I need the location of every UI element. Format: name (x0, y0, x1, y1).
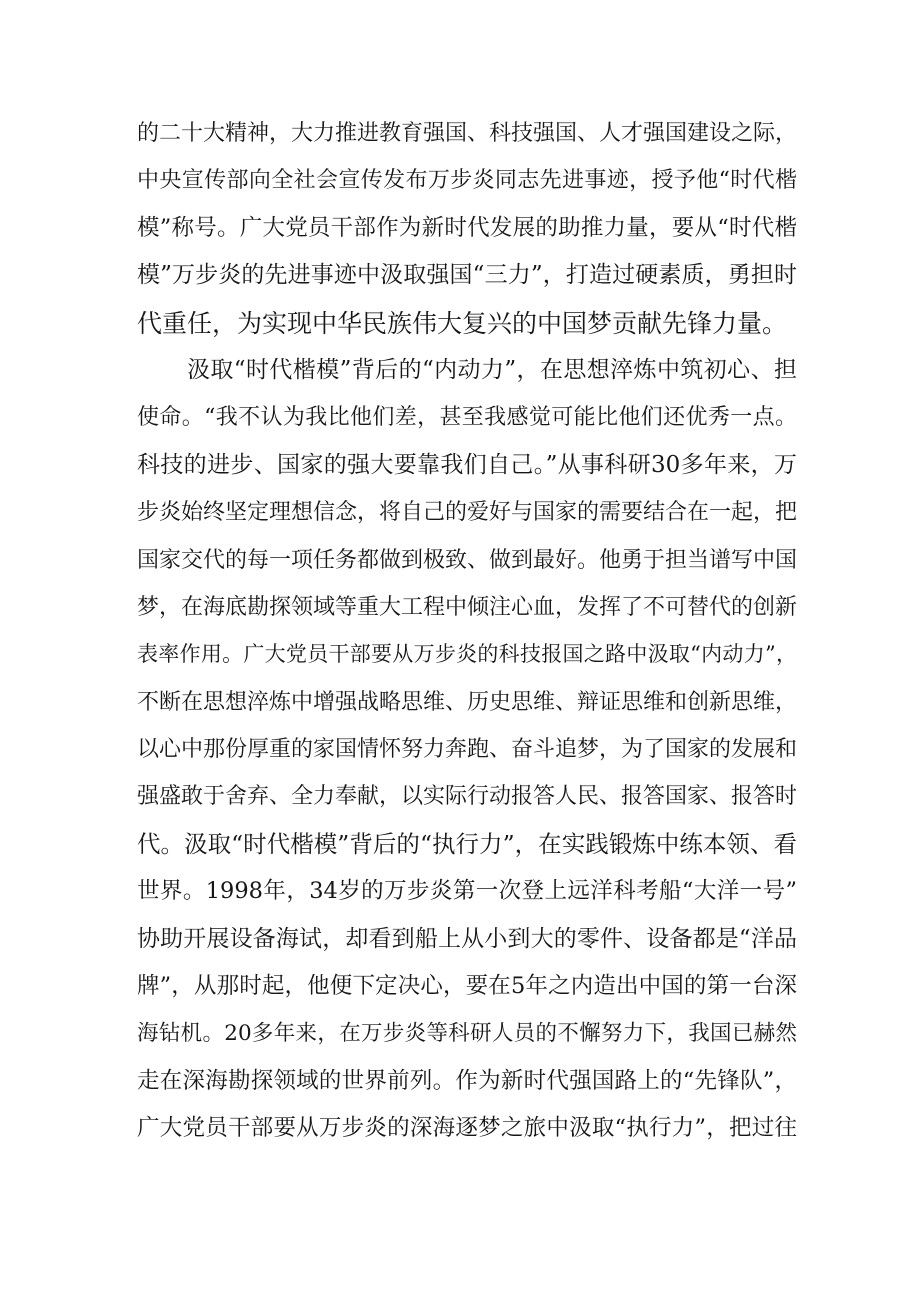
text-line: 国家交代的每一项任务都做到极致、做到最好。他勇于担当谱写中国 (137, 547, 798, 573)
text-line: 科技的进步、国家的强大要靠我们自己。”从事科研30多年来，万 (137, 451, 797, 478)
text-line: 梦，在海底勘探领域等重大工程中倾注心血，发挥了不可替代的创新 (137, 594, 798, 620)
text-line: 中央宣传部向全社会宣传发布万步炎同志先进事迹，授予他“时代楷 (137, 168, 797, 194)
text-line: 模”万步炎的先进事迹中汲取强国“三力”，打造过硬素质，勇担时 (137, 262, 797, 289)
text-line: 牌”，从那时起，他便下定决心，要在5年之内造出中国的第一台深 (137, 973, 797, 1000)
text-line: 代。汲取“时代楷模”背后的“执行力”，在实践锻炼中练本领、看 (137, 829, 797, 858)
text-line: 广大党员干部要从万步炎的深海逐梦之旅中汲取“执行力”，把过往 (137, 1115, 797, 1142)
text-line: 协助开展设备海试，却看到船上从小到大的零件、设备都是“洋品 (137, 925, 797, 952)
text-line: 的二十大精神，大力推进教育强国、科技强国、人才强国建设之际， (137, 121, 798, 146)
text-line: 使命。“我不认为我比他们差，甚至我感觉可能比他们还优秀一点。 (137, 405, 797, 431)
text-line: 代重任，为实现中华民族伟大复兴的中国梦贡献先锋力量。 (137, 308, 788, 338)
text-line: 表率作用。广大党员干部要从万步炎的科技报国之路中汲取“内动力”， (137, 642, 797, 667)
text-line: 不断在思想淬炼中增强战略思维、历史思维、辩证思维和创新思维， (137, 689, 798, 715)
text-line: 步炎始终坚定理想信念，将自己的爱好与国家的需要结合在一起，把 (137, 500, 798, 526)
paragraph-first-line: 汲取“时代楷模”背后的“内动力”，在思想淬炼中筑初心、担 (187, 356, 797, 383)
text-line: 世界。1998年，34岁的万步炎第一次登上远洋科考船“大洋一号” (137, 878, 797, 905)
text-line: 强盛敢于舍弃、全力奉献，以实际行动报答人民、报答国家、报答时 (137, 784, 798, 810)
text-line: 模”称号。广大党员干部作为新时代发展的助推力量，要从“时代楷 (137, 214, 797, 241)
text-line: 走在深海勘探领域的世界前列。作为新时代强国路上的“先锋队”， (137, 1067, 797, 1094)
text-line: 海钻机。20多年来，在万步炎等科研人员的不懈努力下，我国已赫然 (137, 1021, 797, 1047)
body-text (137, 110, 797, 1153)
text-line: 以心中那份厚重的家国情怀努力奔跑、奋斗追梦，为了国家的发展和 (137, 737, 798, 763)
